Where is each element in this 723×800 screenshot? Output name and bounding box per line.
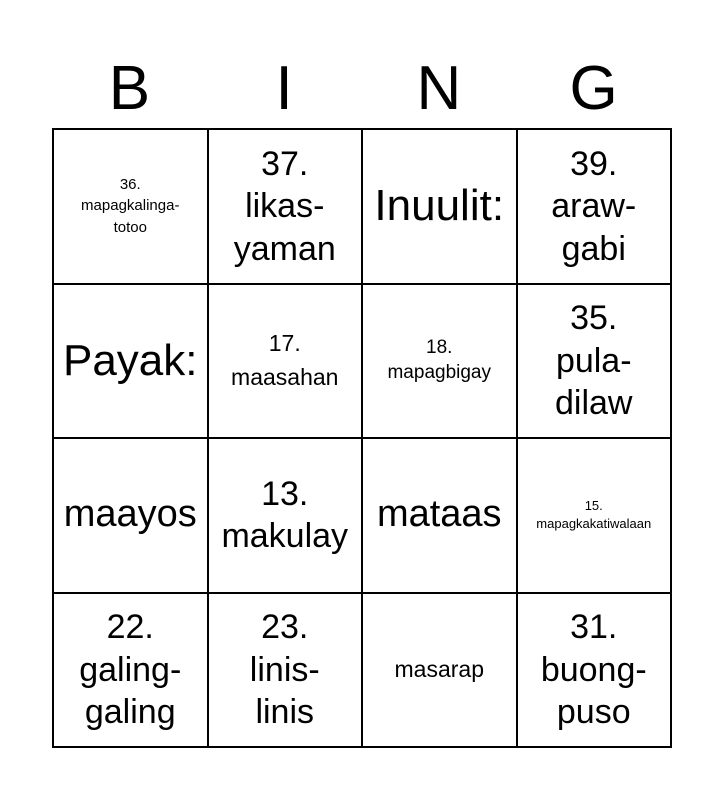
bingo-cell-r4-c2[interactable] [209, 594, 364, 749]
cell-text: Payak: [62, 335, 198, 385]
bingo-cell-r2-c2[interactable] [209, 285, 364, 440]
bingo-card-grid [52, 128, 672, 748]
cell-text: mataas [376, 493, 502, 536]
bingo-header [52, 50, 671, 128]
cell-text: Inuulit: [374, 181, 505, 231]
cell-text: 39. araw- gabi [551, 144, 637, 268]
bingo-cell-r3-c2[interactable] [209, 439, 364, 594]
cell-text: 22. galing- galing [79, 608, 182, 731]
bingo-cell-r4-c3[interactable] [363, 594, 518, 749]
cell-text: 23. linis- linis [249, 608, 320, 731]
bingo-cell-r3-c1[interactable] [54, 439, 209, 594]
bingo-cell-r4-c4[interactable] [518, 594, 673, 749]
cell-text: masarap [394, 656, 484, 683]
cell-text: 31. buong- puso [540, 608, 647, 731]
cell-text: 35. pula- dilaw [555, 299, 633, 422]
bingo-cell-r2-c1[interactable] [54, 285, 209, 440]
header-letter-n: N [416, 54, 462, 123]
cell-text: 18. mapagbigay [387, 337, 492, 383]
header-letter-b: B [108, 54, 151, 123]
bingo-cell-r2-c3[interactable] [363, 285, 518, 440]
bingo-cell-r1-c3[interactable] [363, 130, 518, 285]
bingo-cell-r1-c1[interactable] [54, 130, 209, 285]
header-letter-i: I [275, 54, 293, 123]
cell-text: 36. mapagkalinga- totoo [81, 175, 180, 237]
bingo-cell-r4-c1[interactable] [54, 594, 209, 749]
bingo-cell-r2-c4[interactable] [518, 285, 673, 440]
bingo-cell-r1-c2[interactable] [209, 130, 364, 285]
cell-text: 13. makulay [221, 474, 349, 556]
cell-text: maayos [63, 493, 197, 536]
cell-text: 37. likas- yaman [233, 144, 336, 268]
bingo-cell-r1-c4[interactable] [518, 130, 673, 285]
bingo-cell-r3-c4[interactable] [518, 439, 673, 594]
cell-text: 15. mapagkakatiwalaan [536, 498, 652, 532]
cell-text: 17. maasahan [231, 330, 339, 390]
header-letter-g: G [569, 54, 618, 123]
bingo-cell-r3-c3[interactable] [363, 439, 518, 594]
